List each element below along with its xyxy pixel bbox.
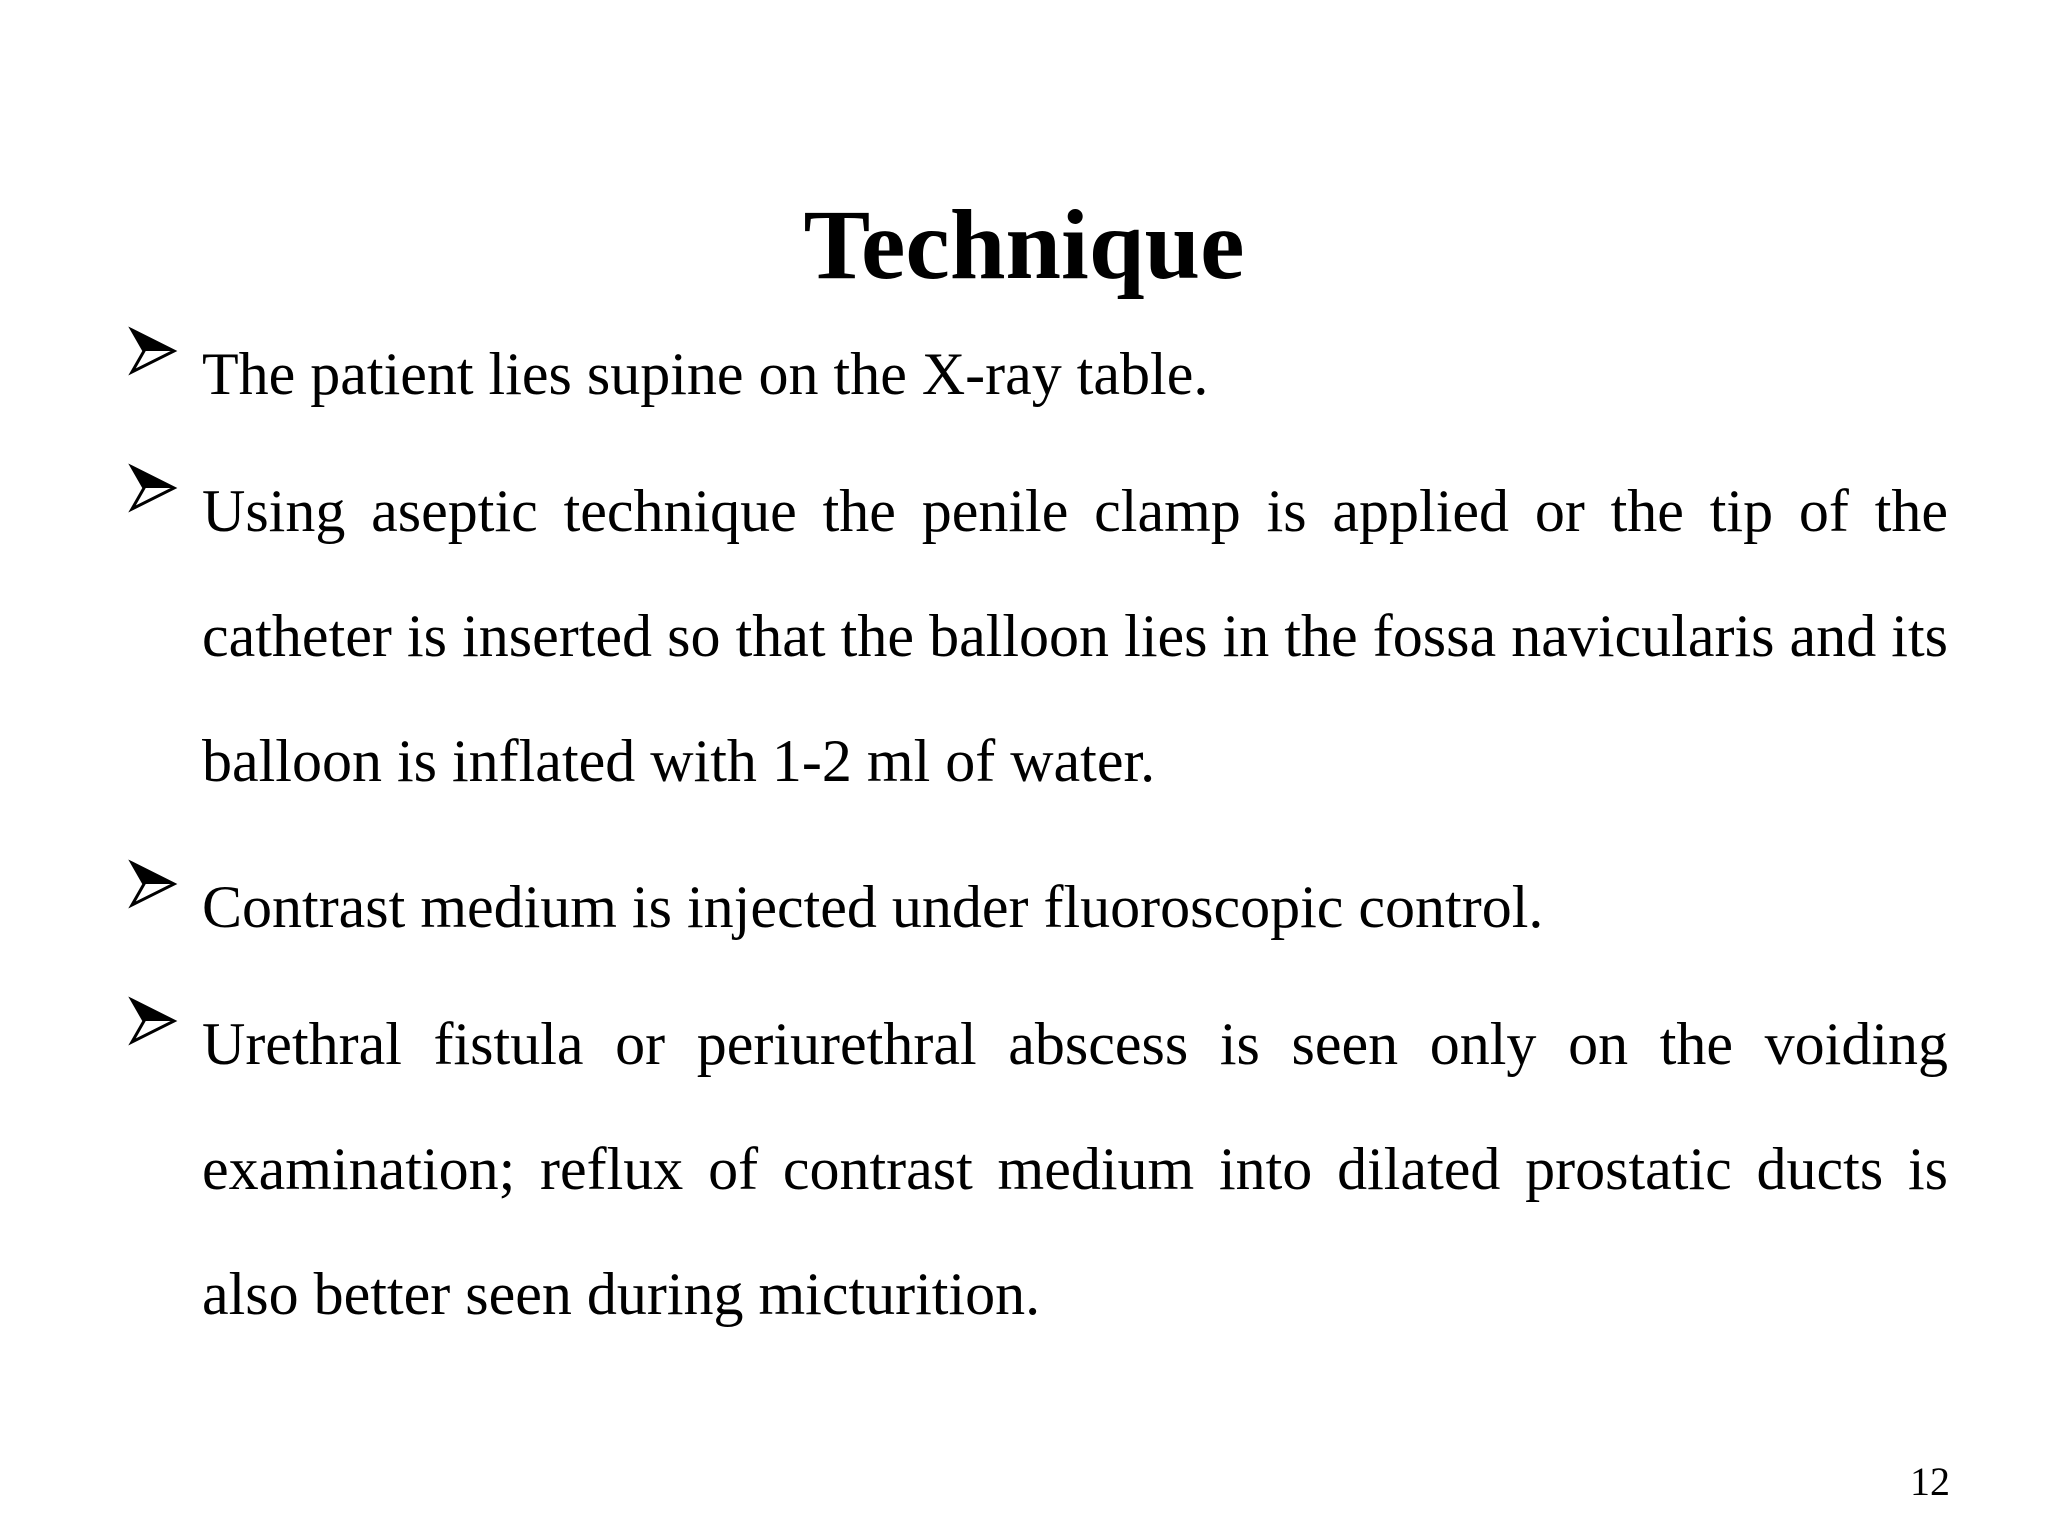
arrowhead-bullet-icon	[128, 996, 178, 1046]
bullet-text: Contrast medium is injected under fluoroscopic control.	[202, 874, 1544, 940]
bullet-text: Using aseptic technique the penile clamp is applied or the tip of the catheter is inserted so that the balloon lies in the fossa navicularis and its balloon is inflated with 1-2 ml of water.	[202, 478, 1948, 794]
page-number: 12	[1910, 1459, 1950, 1504]
bullet-text: The patient lies supine on the X-ray table.	[202, 341, 1209, 407]
arrowhead-bullet-icon	[128, 463, 178, 513]
arrowhead-bullet-icon	[128, 326, 178, 376]
slide-title: Technique	[803, 189, 1245, 300]
arrowhead-bullet-icon	[128, 859, 178, 909]
bullet-text: Urethral fistula or periurethral abscess is seen only on the voiding examination; reflux of contrast medium into dilated prostatic ducts is also better seen during micturition.	[202, 1011, 1948, 1327]
